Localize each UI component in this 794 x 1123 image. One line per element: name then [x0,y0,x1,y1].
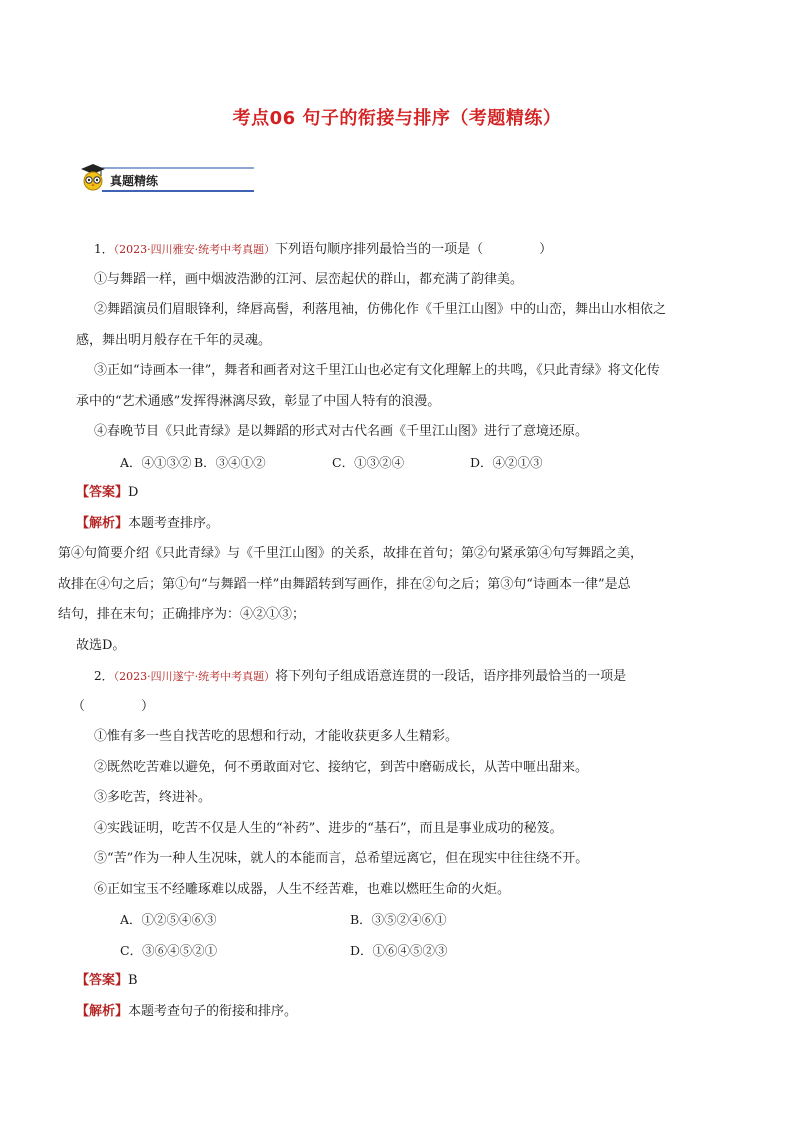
q2-sentence-6: ⑥正如宝玉不经雕琢难以成器，人生不经苦难，也难以燃旺生命的火炬。 [94,881,511,897]
q1-option-a[interactable]: A．④①③② [120,454,192,470]
q1-answer-tag: 【答案】 [76,485,129,500]
q2-analysis-text: 本题考查句子的衔接和排序。 [128,1003,298,1019]
q2-sentence-3: ③多吃苦，终进补。 [94,790,212,805]
q1-analysis-tag: 【解析】 [76,515,129,531]
q1-explanation-3: 结句，排在末句；正确排序为：④②①③； [58,607,306,622]
q2-option-b[interactable]: B．③⑤②④⑥① [350,912,447,927]
q1-analysis-text: 本题考查排序。 [128,515,220,531]
q1-answer [76,478,724,509]
q1-source: （2023·四川雅安·统考中考真题） [113,243,276,256]
q1-sentence-3a: ③正如“诗画本一律”，舞者和画者对这千里江山也必定有文化理解上的共鸣，《只此青绿》将文化传 [94,363,660,378]
section-badge [80,163,180,193]
q1-sentence-1: ①与舞蹈一样，画中烟波浩渺的江河、层峦起伏的群山，都充满了韵律美。 [94,271,524,287]
section-label: 真题精练 [110,174,159,188]
q1-explanation-4: 故选D。 [76,637,126,653]
page-title: 考点06 句子的衔接与排序（考题精练） [232,108,562,129]
q1-explanation-1: 第④句简要介绍《只此青绿》与《千里江山图》的关系，故排在首句；第②句紧承第④句写舞蹈之美， [58,546,644,561]
q1-answer-value: D [128,485,139,500]
q2-sentence-5: ⑤“苦”作为一种人生况味，就人的本能而言，总希望远离它，但在现实中往往绕不开。 [94,851,589,866]
q1-stem [76,234,724,265]
q2-number: 2． [94,669,114,683]
q1-sentence-2b: 感，舞出明月般存在千年的灵魂。 [76,332,272,348]
q1-options [76,448,724,479]
q1-paren-close: ） [539,242,553,257]
q2-analysis [76,997,724,1028]
q2-source: （2023·四川遂宁·统考中考真题） [113,670,276,683]
q1-number: 1． [94,242,114,256]
section-rule-bottom [102,190,254,192]
q1-analysis [76,509,724,540]
question-content [58,234,724,1027]
q1-stem-text: 下列语句顺序排列最恰当的一项是（ [275,242,484,257]
q2-answer-tag: 【答案】 [76,973,129,988]
q2-paren-close: ） [141,698,155,714]
q2-option-c[interactable]: C．③⑥④⑤②① [120,942,218,958]
q2-paren-line [72,692,724,723]
q2-stem-text: 将下列句子组成语意连贯的一段话，语序排列最恰当的一项是 [275,669,627,684]
q1-option-b[interactable]: B．③④①② [194,454,266,470]
q1-explanation-2: 故排在④句之后；第①句“与舞蹈一样”由舞蹈转到写画作，排在②句之后；第③句“诗画本一律”是总 [58,576,631,592]
q2-answer [76,966,724,997]
q2-sentence-4: ④实践证明，吃苦不仅是人生的“补药”、进步的“基石”，而且是事业成功的秘笈。 [94,820,563,836]
q2-option-a[interactable]: A．①②⑤④⑥③ [120,912,217,927]
q2-sentence-2: ②既然吃苦难以避免，何不勇敢面对它、接纳它，到苦中磨砺成长，从苦中咂出甜来。 [94,759,589,775]
q2-options-row-2 [76,936,724,967]
q2-options-row-1 [76,905,724,936]
q2-analysis-tag: 【解析】 [76,1003,129,1019]
q2-sentence-1: ①惟有多一些自找苦吃的思想和行动，才能收获更多人生精彩。 [94,729,459,744]
q2-option-d[interactable]: D．①⑥④⑤②③ [350,942,448,958]
section-rule-top [102,167,254,169]
q2-answer-value: B [128,973,138,988]
q2-paren-open: （ [72,698,86,714]
q1-sentence-4: ④春晚节目《只此青绿》是以舞蹈的形式对古代名画《千里江山图》进行了意境还原。 [94,424,589,439]
q1-sentence-2a: ②舞蹈演员们眉眼锋利，绛唇高髻，利落甩袖，仿佛化作《千里江山图》中的山峦，舞出山水相依之 [94,302,667,317]
scholar-owl-icon [80,163,106,191]
q1-option-c[interactable]: C．①③②④ [332,454,405,470]
q2-stem [76,661,724,692]
q1-option-d[interactable]: D．④②①③ [470,454,543,470]
q1-sentence-3b: 承中的“艺术通感”发挥得淋漓尽致，彰显了中国人特有的浪漫。 [76,393,441,409]
